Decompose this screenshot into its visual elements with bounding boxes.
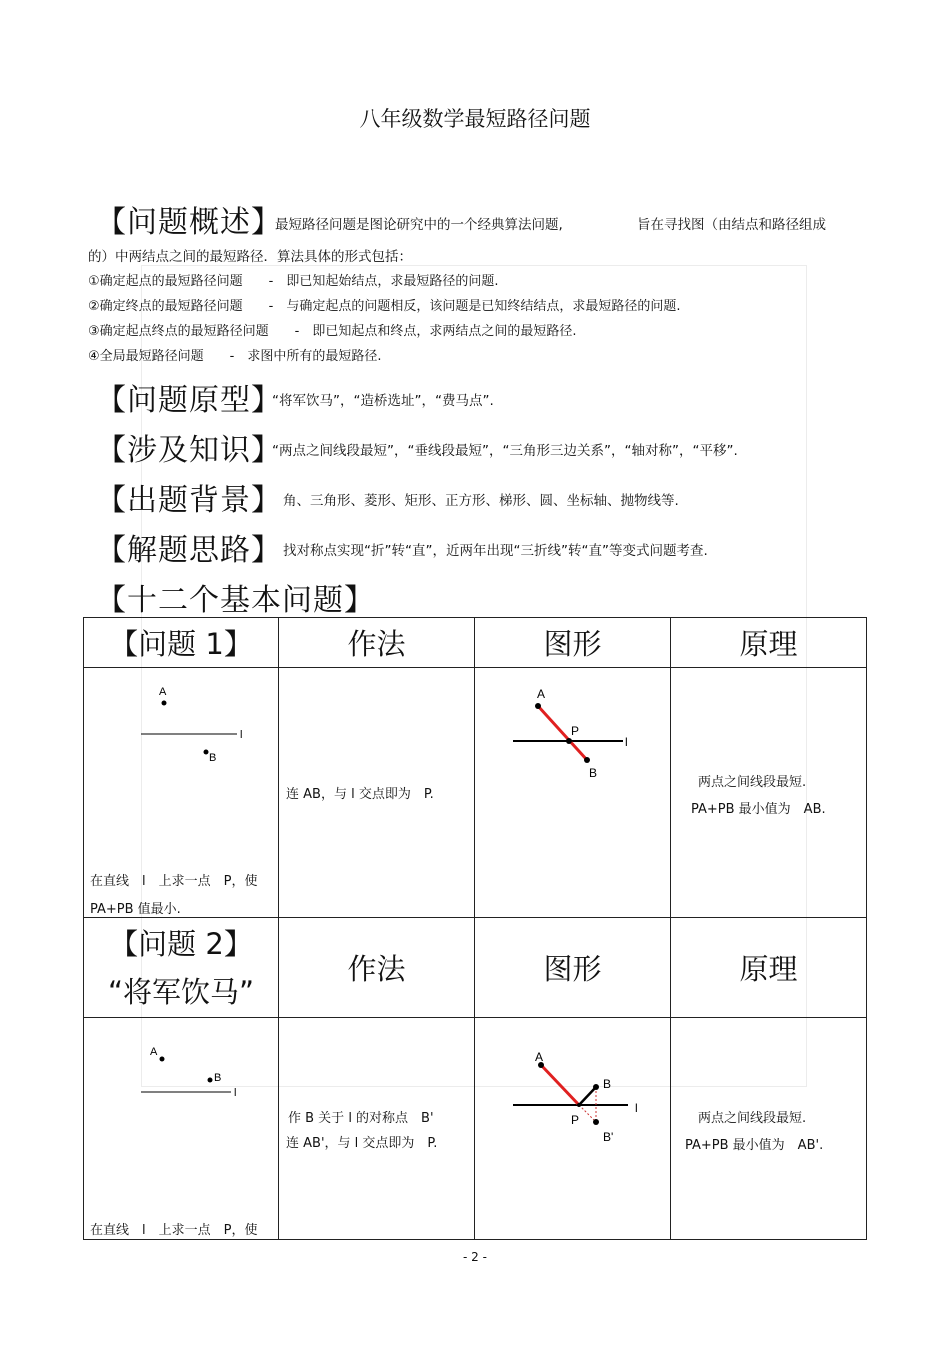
p2-figure-cell	[475, 1018, 671, 1240]
p1-fig-point-b	[584, 757, 590, 763]
overview-line1b: 旨在寻找图（由结点和路径组成	[637, 217, 826, 233]
p2-fig-label-p: P	[571, 1113, 580, 1127]
p2-method-line2: 连 AB'，与 l 交点即为 P.	[286, 1136, 438, 1151]
method-header-2	[279, 918, 475, 1018]
p2-fig-label-a: A	[535, 1050, 544, 1064]
p2-fig-label-b2: B'	[603, 1130, 614, 1144]
p2-label: 【问题 2】	[109, 926, 253, 961]
overview-line2: 的）中两结点之间的最短路径．算法具体的形式包括：	[88, 249, 412, 265]
method-header-text: 作法	[347, 627, 406, 661]
p1-condition-line2: PA+PB 值最小.	[90, 902, 181, 917]
twelve-problems-heading: 【十二个基本问题】	[96, 583, 375, 618]
p1-given-label-b: B	[209, 752, 217, 764]
p1-principle-line1: 两点之间线段最短.	[698, 775, 807, 790]
principle-header-2	[671, 918, 867, 1018]
p2-given-label-l: l	[234, 1087, 237, 1099]
p1-fig-label-b: B	[589, 766, 598, 780]
p1-figure-diagram	[475, 668, 671, 798]
p2-fig-segment-pb2	[579, 1105, 596, 1122]
principle-header-2-text: 原理	[739, 952, 798, 986]
p1-given-diagram	[84, 668, 279, 788]
p1-fig-point-a	[535, 703, 541, 709]
problems-table	[83, 617, 867, 1240]
page-number: - 2 -	[463, 1250, 487, 1264]
p1-given-point-a	[162, 701, 167, 706]
overview-item: ③确定起点终点的最短路径问题 - 即已知起点和终点，求两结点之间的最短路径.	[88, 324, 577, 339]
prototype-text: “将军饮马”，“造桥选址”，“费马点”.	[272, 393, 494, 409]
overview-line1a: 最短路径问题是图论研究中的一个经典算法问题,	[275, 217, 563, 233]
p1-method: 连 AB，与 l 交点即为 P.	[286, 787, 434, 802]
p2-fig-point-b2	[593, 1119, 599, 1125]
p2-condition-line1: 在直线 l 上求一点 P，使	[90, 1223, 258, 1238]
figure-header-2-text: 图形	[543, 952, 602, 986]
p2-given-diagram	[84, 1018, 279, 1118]
figure-header	[475, 618, 671, 668]
prototype-heading: 【问题原型】	[96, 383, 282, 418]
p2-fig-point-b	[593, 1084, 599, 1090]
p1-label: 【问题 1】	[109, 627, 253, 661]
overview-item: ①确定起点的最短路径问题 - 即已知起始结点，求最短路径的问题.	[88, 274, 499, 289]
p1-condition-line1: 在直线 l 上求一点 P，使	[90, 874, 258, 889]
p2-fig-label-b: B	[603, 1077, 612, 1091]
p1-given-label-a: A	[159, 686, 167, 698]
p1-given-point-b	[204, 750, 209, 755]
figure-header-2	[475, 918, 671, 1018]
background-heading: 【出题背景】	[96, 483, 282, 518]
p1-fig-label-a: A	[537, 687, 546, 701]
p2-fig-point-p	[577, 1103, 581, 1107]
p2-given-point-a	[160, 1057, 165, 1062]
p2-given-label-b: B	[214, 1072, 222, 1084]
knowledge-text: “两点之间线段最短”，“垂线段最短”，“三角形三边关系”，“轴对称”，“平移”.	[272, 443, 738, 459]
method-header	[279, 618, 475, 668]
p2-condition-cell	[84, 1018, 279, 1240]
p2-given-label-a: A	[150, 1046, 158, 1058]
principle-header	[671, 618, 867, 668]
p2-fig-segment-pb	[579, 1087, 596, 1105]
principle-header-text: 原理	[739, 627, 798, 661]
p1-principle-cell	[671, 668, 867, 918]
p1-principle-line2: PA+PB 最小值为 AB.	[691, 802, 826, 817]
overview-item: ④全局最短路径问题 - 求图中所有的最短路径.	[88, 349, 382, 364]
p1-condition-cell	[84, 668, 279, 918]
p1-label-cell	[84, 618, 279, 668]
p2-figure-diagram	[475, 1018, 671, 1158]
p2-principle-cell	[671, 1018, 867, 1240]
p1-fig-label-l: l	[625, 735, 628, 749]
p2-sublabel: “将军饮马”	[107, 974, 255, 1009]
p2-principle-line2: PA+PB 最小值为 AB'.	[685, 1138, 824, 1153]
p2-given-point-b	[208, 1078, 213, 1083]
page-title: 八年级数学最短路径问题	[359, 107, 591, 131]
knowledge-heading: 【涉及知识】	[96, 433, 282, 468]
approach-heading: 【解题思路】	[96, 533, 282, 568]
p2-label-cell	[84, 918, 279, 1018]
p2-fig-segment-ap	[541, 1065, 579, 1105]
approach-text: 找对称点实现“折”转“直”，近两年出现“三折线”转“直”等变式问题考查.	[283, 543, 708, 559]
overview-item: ②确定终点的最短路径问题 - 与确定起点的问题相反，该问题是已知终结结点，求最短路径的问题.	[88, 299, 681, 314]
p2-method-cell	[279, 1018, 475, 1240]
p1-fig-point-p	[566, 738, 572, 744]
background-text: 角、三角形、菱形、矩形、正方形、梯形、圆、坐标轴、抛物线等.	[283, 493, 679, 509]
p1-method-cell	[279, 668, 475, 918]
method-header-2-text: 作法	[347, 952, 406, 986]
p1-given-label-l: l	[240, 729, 243, 741]
p1-figure-cell	[475, 668, 671, 918]
p2-method-line1: 作 B 关于 l 的对称点 B'	[288, 1111, 434, 1126]
p1-fig-segment-ab	[538, 706, 587, 760]
figure-header-text: 图形	[543, 627, 602, 661]
p1-fig-label-p: P	[571, 724, 580, 738]
p2-principle-line1: 两点之间线段最短.	[698, 1111, 807, 1126]
overview-heading: 【问题概述】	[96, 205, 282, 240]
p2-fig-label-l: l	[635, 1101, 638, 1115]
